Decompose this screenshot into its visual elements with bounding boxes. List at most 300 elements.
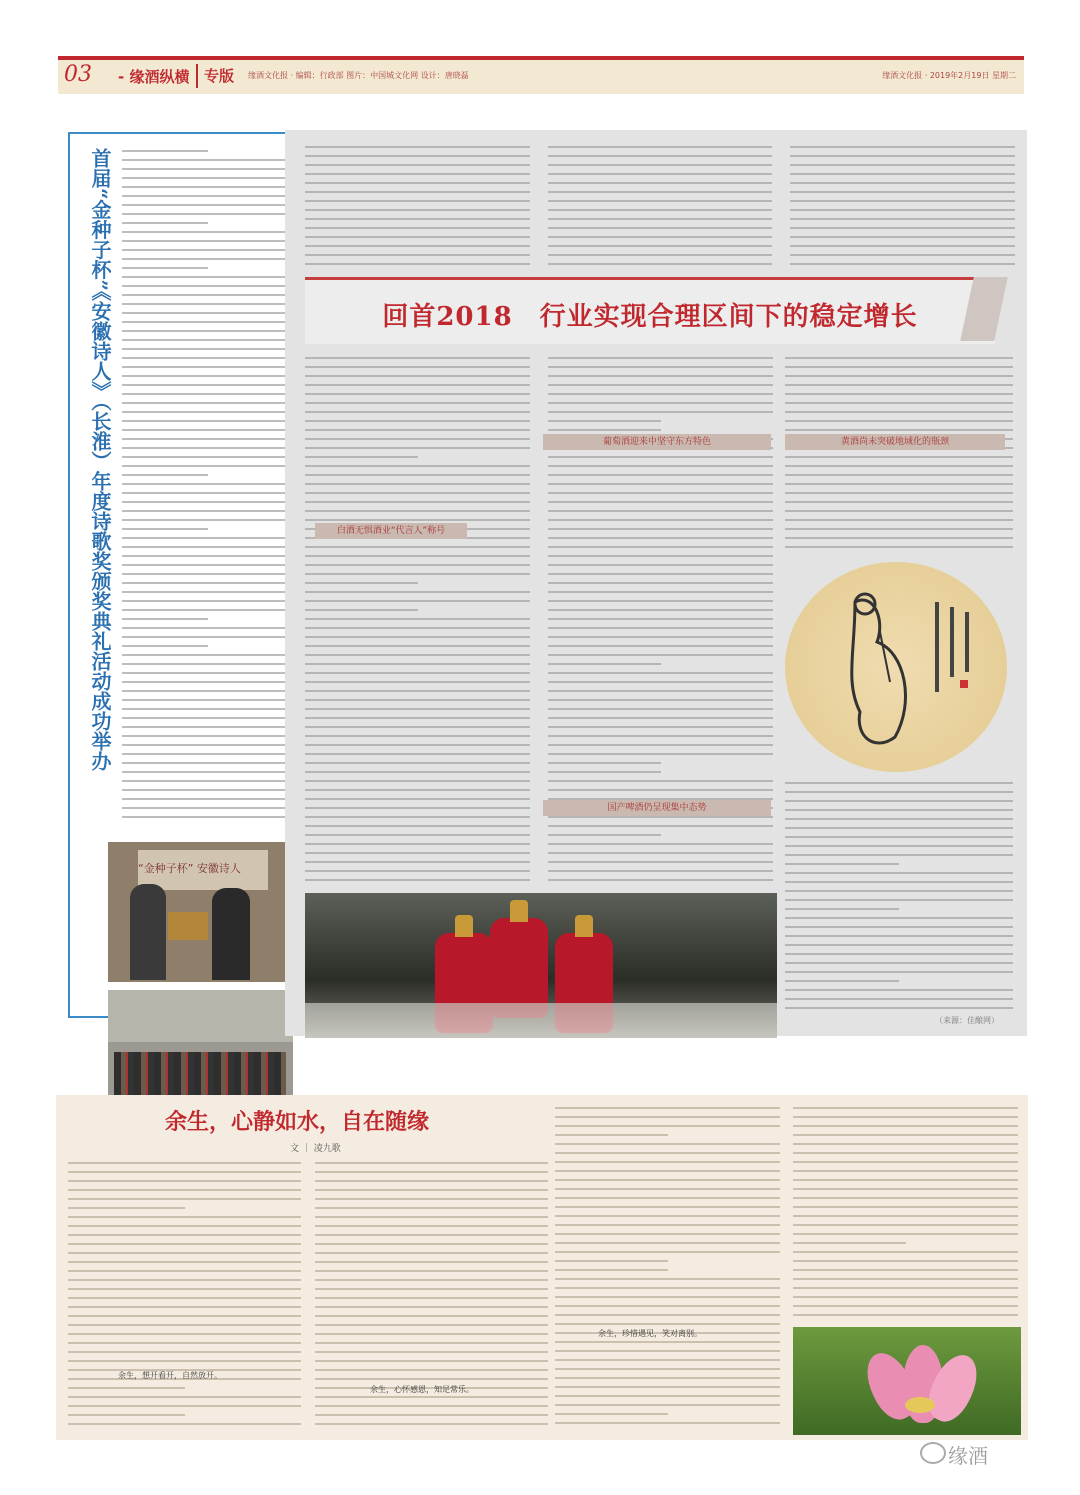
text-line — [555, 1116, 780, 1118]
text-line — [790, 254, 1015, 256]
text-line — [548, 861, 773, 863]
text-line — [315, 1396, 548, 1398]
text-line — [305, 861, 530, 863]
text-line — [122, 618, 208, 620]
text-line — [548, 263, 773, 265]
text-line — [305, 492, 530, 494]
text-line — [790, 209, 1015, 211]
text-line — [793, 1287, 1018, 1289]
text-line — [555, 1323, 780, 1325]
text-line — [122, 465, 294, 467]
text-line — [305, 618, 530, 620]
text-line — [68, 1207, 185, 1209]
text-line — [548, 681, 773, 683]
text-line — [548, 411, 773, 413]
essay-title: 余生，心静如水，自在随缘 — [165, 1109, 430, 1135]
text-line — [793, 1206, 1018, 1208]
text-line — [305, 263, 530, 265]
text-line — [122, 582, 294, 584]
text-line — [305, 465, 530, 467]
subhead-wine: 葡萄酒迎来中坚守东方特色 — [543, 434, 771, 450]
text-line — [555, 1224, 780, 1226]
text-line — [555, 1251, 780, 1253]
text-line — [785, 926, 1013, 928]
text-line — [548, 501, 773, 503]
text-line — [68, 1306, 301, 1308]
text-line — [548, 708, 773, 710]
text-line — [68, 1198, 301, 1200]
text-line — [548, 375, 773, 377]
text-line — [305, 209, 530, 211]
text-line — [305, 609, 418, 611]
text-line — [793, 1233, 1018, 1235]
text-line — [548, 645, 773, 647]
text-line — [122, 429, 294, 431]
text-line — [785, 528, 1013, 530]
text-line — [548, 564, 773, 566]
text-line — [122, 366, 294, 368]
text-line — [548, 155, 773, 157]
text-line — [305, 555, 530, 557]
text-line — [305, 420, 530, 422]
text-line — [555, 1134, 668, 1136]
text-line — [315, 1279, 548, 1281]
text-line — [555, 1260, 668, 1262]
text-line — [793, 1152, 1018, 1154]
text-line — [305, 834, 530, 836]
text-line — [305, 375, 530, 377]
text-line — [305, 402, 530, 404]
text-line — [305, 591, 530, 593]
text-line — [548, 357, 773, 359]
text-line — [122, 240, 294, 242]
text-line — [785, 908, 899, 910]
text-line — [315, 1252, 548, 1254]
text-line — [122, 717, 294, 719]
text-line — [548, 528, 773, 530]
award-ceremony-photo — [108, 842, 293, 982]
text-line — [555, 1170, 780, 1172]
text-line — [122, 330, 294, 332]
text-line — [793, 1224, 1018, 1226]
text-line — [305, 753, 530, 755]
text-line — [548, 717, 773, 719]
text-line — [785, 501, 1013, 503]
text-line — [785, 465, 1013, 467]
text-line — [305, 807, 530, 809]
text-line — [555, 1404, 780, 1406]
text-line — [315, 1216, 548, 1218]
text-line — [305, 366, 530, 368]
text-line — [790, 245, 1015, 247]
text-line — [315, 1324, 548, 1326]
text-line — [548, 591, 773, 593]
text-line — [122, 780, 294, 782]
header-divider — [196, 64, 198, 88]
text-line — [315, 1162, 548, 1164]
text-line — [548, 825, 773, 827]
text-line — [305, 762, 530, 764]
text-line — [305, 164, 530, 166]
text-line — [555, 1161, 780, 1163]
text-line — [305, 717, 530, 719]
text-line — [548, 573, 773, 575]
text-line — [785, 971, 1013, 973]
text-line — [790, 236, 1015, 238]
essay-subhead-3: 余生，珍惜遇见，笑对离别。 — [598, 1329, 702, 1338]
text-line — [548, 218, 773, 220]
text-line — [548, 816, 773, 818]
feature-text-top — [305, 144, 1015, 270]
text-line — [122, 672, 294, 674]
text-line — [122, 249, 294, 251]
text-line — [785, 953, 1013, 955]
text-line — [555, 1143, 780, 1145]
text-line — [122, 438, 294, 440]
text-line — [785, 854, 1013, 856]
text-line — [548, 146, 773, 148]
text-line — [122, 312, 294, 314]
text-line — [68, 1252, 301, 1254]
text-line — [122, 420, 294, 422]
text-line — [548, 699, 773, 701]
text-line — [68, 1171, 301, 1173]
text-line — [68, 1414, 185, 1416]
essay-text-middle — [555, 1105, 780, 1430]
text-line — [785, 845, 1013, 847]
text-line — [305, 663, 530, 665]
photo-banner-text: “金种子杯” 安徽诗人 — [138, 862, 241, 875]
text-line — [548, 393, 773, 395]
text-line — [548, 789, 773, 791]
text-line — [785, 537, 1013, 539]
text-line — [315, 1270, 548, 1272]
text-line — [68, 1270, 301, 1272]
text-line — [122, 474, 208, 476]
subhead-beer: 国产啤酒仍呈现集中态势 — [543, 800, 771, 816]
text-line — [315, 1360, 548, 1362]
text-line — [793, 1260, 1018, 1262]
text-line — [790, 218, 1015, 220]
text-line — [122, 411, 294, 413]
text-line — [548, 366, 773, 368]
text-line — [793, 1296, 1018, 1298]
text-line — [122, 222, 208, 224]
text-line — [305, 654, 530, 656]
text-line — [315, 1198, 548, 1200]
text-line — [122, 762, 294, 764]
text-line — [548, 191, 773, 193]
text-line — [785, 998, 1013, 1000]
text-line — [122, 456, 294, 458]
text-line — [122, 690, 294, 692]
text-line — [122, 339, 294, 341]
essay-subhead-1: 余生，想开看开，自然放开。 — [118, 1371, 222, 1380]
text-line — [548, 236, 773, 238]
text-line — [793, 1269, 1018, 1271]
text-line — [548, 200, 773, 202]
text-line — [315, 1369, 548, 1371]
text-line — [548, 744, 773, 746]
text-line — [785, 510, 1013, 512]
text-line — [785, 881, 1013, 883]
text-line — [793, 1134, 1018, 1136]
text-line — [68, 1315, 301, 1317]
text-line — [793, 1161, 1018, 1163]
section-type: 专版 — [204, 67, 235, 85]
text-line — [122, 492, 294, 494]
text-line — [555, 1395, 780, 1397]
text-line — [305, 173, 530, 175]
text-line — [305, 825, 530, 827]
text-line — [68, 1243, 301, 1245]
text-line — [793, 1125, 1018, 1127]
text-line — [305, 852, 530, 854]
text-line — [548, 834, 661, 836]
text-line — [548, 402, 773, 404]
text-line — [305, 681, 530, 683]
lotus-photo — [793, 1327, 1021, 1435]
text-line — [315, 1243, 548, 1245]
text-line — [793, 1143, 1018, 1145]
text-line — [122, 771, 294, 773]
text-line — [548, 690, 773, 692]
text-line — [555, 1278, 780, 1280]
text-line — [790, 263, 1015, 265]
text-line — [305, 870, 530, 872]
text-line — [555, 1386, 780, 1388]
text-line — [548, 600, 773, 602]
text-line — [122, 285, 294, 287]
text-line — [548, 420, 661, 422]
ink-painting — [785, 562, 1007, 772]
text-line — [305, 519, 530, 521]
text-line — [555, 1125, 780, 1127]
text-line — [793, 1278, 1018, 1280]
text-line — [122, 816, 294, 818]
text-line — [555, 1377, 780, 1379]
text-line — [548, 519, 773, 521]
text-line — [68, 1387, 185, 1389]
text-line — [122, 609, 294, 611]
text-line — [315, 1288, 548, 1290]
text-line — [305, 789, 530, 791]
text-line — [548, 726, 773, 728]
text-line — [305, 645, 530, 647]
text-line — [793, 1170, 1018, 1172]
text-line — [305, 699, 530, 701]
text-line — [305, 726, 530, 728]
text-line — [790, 155, 1015, 157]
text-line — [548, 492, 773, 494]
text-line — [122, 591, 294, 593]
text-line — [548, 780, 773, 782]
text-line — [122, 528, 208, 530]
text-line — [122, 393, 294, 395]
text-line — [122, 510, 294, 512]
text-line — [122, 177, 294, 179]
text-line — [305, 155, 530, 157]
feature-source: （来源：佳酿网） — [935, 1016, 999, 1025]
feature-text-right — [785, 355, 1013, 555]
text-line — [122, 258, 294, 260]
text-line — [122, 321, 294, 323]
text-line — [555, 1233, 780, 1235]
text-line — [315, 1378, 548, 1380]
essay-text-right — [793, 1105, 1018, 1320]
text-line — [315, 1261, 548, 1263]
text-line — [555, 1413, 668, 1415]
subhead-baijiu: 白酒无惧酒业“代言人”称号 — [315, 523, 467, 539]
text-line — [548, 870, 773, 872]
text-line — [555, 1314, 780, 1316]
text-line — [315, 1333, 548, 1335]
text-line — [785, 402, 1013, 404]
text-line — [548, 852, 773, 854]
text-line — [305, 735, 530, 737]
text-line — [785, 836, 1013, 838]
text-line — [785, 800, 1013, 802]
text-line — [305, 411, 530, 413]
text-line — [793, 1179, 1018, 1181]
text-line — [315, 1423, 548, 1425]
text-line — [305, 546, 530, 548]
text-line — [315, 1171, 548, 1173]
text-line — [793, 1107, 1018, 1109]
text-line — [305, 447, 530, 449]
text-line — [68, 1216, 301, 1218]
text-line — [785, 483, 1013, 485]
text-line — [122, 789, 294, 791]
text-line — [785, 456, 1013, 458]
text-line — [548, 735, 773, 737]
text-line — [315, 1207, 548, 1209]
text-line — [548, 537, 773, 539]
text-line — [122, 573, 294, 575]
text-line — [122, 357, 294, 359]
text-line — [548, 227, 773, 229]
text-line — [305, 780, 530, 782]
left-article-body — [122, 148, 294, 828]
text-line — [68, 1423, 301, 1425]
text-line — [68, 1351, 301, 1353]
page-number: 03 — [64, 62, 92, 87]
text-line — [548, 609, 773, 611]
text-line — [122, 798, 294, 800]
text-line — [122, 699, 294, 701]
text-line — [785, 366, 1013, 368]
text-line — [68, 1288, 301, 1290]
text-line — [548, 663, 661, 665]
section-name: - 缘酒纵横 — [118, 68, 190, 86]
text-line — [548, 164, 773, 166]
text-line — [785, 872, 1013, 874]
text-line — [305, 501, 530, 503]
feature-text-right-lower — [785, 780, 1013, 1020]
text-line — [785, 492, 1013, 494]
text-line — [785, 782, 1013, 784]
text-line — [315, 1351, 548, 1353]
text-line — [68, 1189, 301, 1191]
text-line — [122, 150, 208, 152]
text-line — [122, 663, 294, 665]
text-line — [68, 1261, 301, 1263]
text-line — [305, 236, 530, 238]
text-line — [785, 393, 1013, 395]
header-credits: 缘酒文化报 · 编辑：行政部 图片：中国城文化网 设计：唐晓磊 — [248, 71, 469, 80]
text-line — [305, 474, 530, 476]
text-line — [790, 164, 1015, 166]
text-line — [785, 818, 1013, 820]
text-line — [305, 600, 530, 602]
text-line — [122, 348, 294, 350]
text-line — [305, 771, 530, 773]
text-line — [790, 227, 1015, 229]
text-line — [785, 375, 1013, 377]
text-line — [548, 762, 661, 764]
text-line — [555, 1296, 780, 1298]
text-line — [548, 654, 773, 656]
subhead-huangjiu: 黄酒尚未突破地域化的瓶颈 — [785, 434, 1005, 450]
text-line — [68, 1324, 301, 1326]
text-line — [68, 1396, 301, 1398]
text-line — [785, 863, 899, 865]
text-line — [305, 483, 530, 485]
text-line — [315, 1225, 548, 1227]
text-line — [122, 402, 294, 404]
text-line — [793, 1197, 1018, 1199]
text-line — [785, 962, 1013, 964]
text-line — [122, 267, 208, 269]
text-line — [305, 690, 530, 692]
text-line — [305, 254, 530, 256]
feature-banner — [305, 277, 995, 344]
text-line — [785, 917, 1013, 919]
wine-bottles-photo — [305, 893, 777, 1038]
text-line — [555, 1188, 780, 1190]
text-line — [555, 1350, 780, 1352]
text-line — [122, 726, 294, 728]
text-line — [548, 254, 773, 256]
text-line — [122, 681, 294, 683]
text-line — [122, 231, 294, 233]
text-line — [785, 546, 1013, 548]
text-line — [555, 1242, 780, 1244]
text-line — [548, 465, 773, 467]
text-line — [785, 474, 1013, 476]
text-line — [793, 1251, 1018, 1253]
text-line — [785, 429, 1013, 431]
text-line — [305, 182, 530, 184]
text-line — [305, 573, 530, 575]
text-line — [785, 899, 1013, 901]
text-line — [122, 204, 294, 206]
text-line — [122, 753, 294, 755]
text-line — [790, 173, 1015, 175]
text-line — [548, 672, 773, 674]
text-line — [305, 227, 530, 229]
text-line — [548, 245, 773, 247]
text-line — [68, 1297, 301, 1299]
text-line — [785, 809, 1013, 811]
text-line — [548, 510, 773, 512]
text-line — [305, 816, 530, 818]
text-line — [315, 1315, 548, 1317]
text-line — [122, 654, 294, 656]
text-line — [305, 879, 530, 881]
text-line — [548, 429, 661, 431]
text-line — [122, 195, 294, 197]
